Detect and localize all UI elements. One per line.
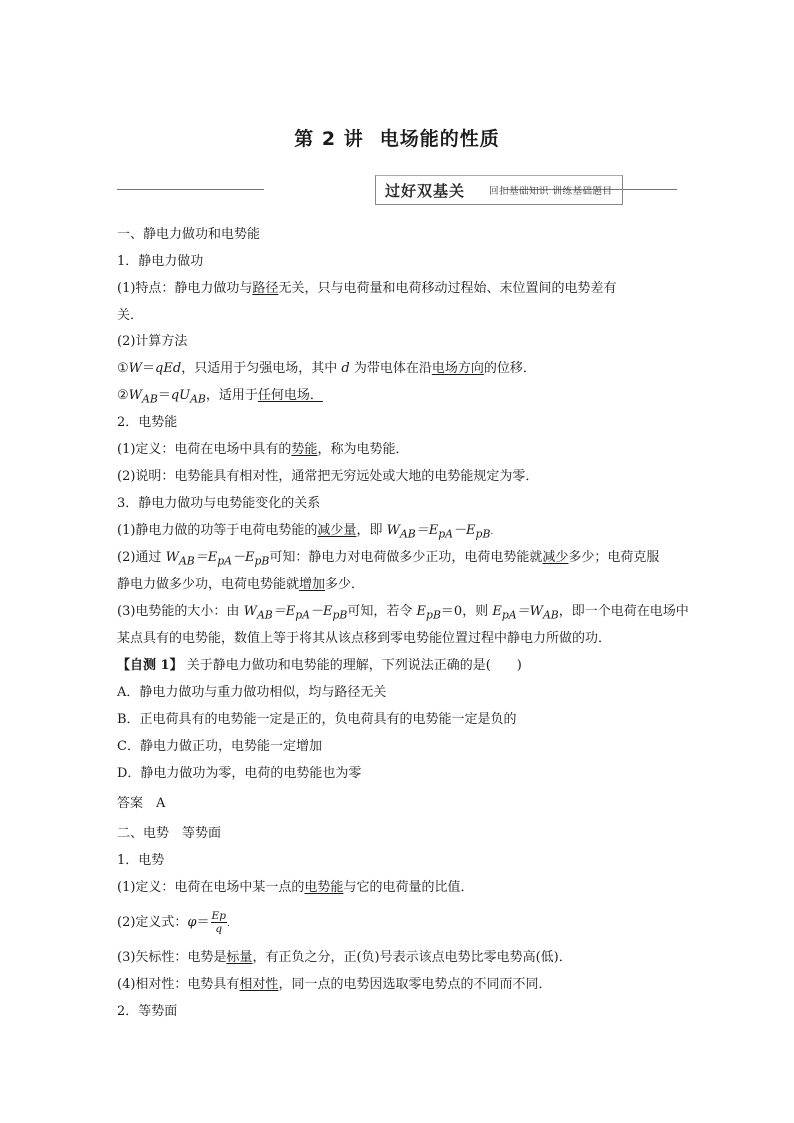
blank-answer: 相对性 bbox=[239, 977, 279, 992]
paragraph-work-feature: (1)特点：静电力做功与路径无关，只与电荷量和电荷移动过程始、末位置间的电势差有 bbox=[117, 281, 617, 296]
blank-answer: 路径 bbox=[252, 281, 279, 296]
paragraph-work-energy-2: (2)通过 $W_{AB}=E_{pA}-E_{pB}$可知：静电力对电荷做多少正功，电荷电势能就减少多少；电荷克服 bbox=[117, 550, 660, 568]
paragraph-potential-energy-note: (2)说明：电势能具有相对性，通常把无穷远处或大地的电势能规定为零． bbox=[117, 469, 539, 484]
item-3-heading: 3．静电力做功与电势能变化的关系 bbox=[117, 496, 321, 511]
banner-rule-left bbox=[117, 189, 264, 190]
paragraph-work-energy-3-cont: 某点具有的电势能，数值上等于将其从该点移到零电势能位置过程中静电力所做的功． bbox=[117, 631, 612, 646]
paragraph-potential-formula: (2)定义式：φ＝ $\frac{Ep}{q}$ . bbox=[117, 910, 230, 935]
blank-answer: 电势能 bbox=[304, 880, 344, 895]
item-equipotential-heading: 2．等势面 bbox=[117, 1004, 178, 1019]
paragraph-work-energy-3: (3)电势能的大小：由 $W_{AB}=E_{pA}-E_{pB}$可知，若令 $E_{pB}=0$，则 $E_{pA}=W_{AB}$，即一个电荷在电场中 bbox=[117, 604, 689, 622]
paragraph-potential-relative: (4)相对性：电势具有相对性，同一点的电势因选取零电势点的不同而不同． bbox=[117, 977, 552, 992]
banner-heading: 过好双基关 bbox=[385, 182, 466, 200]
formula-line-1: ①W＝qEd，只适用于匀强电场，其中 d 为带电体在沿电场方向的位移． bbox=[117, 361, 536, 376]
question-tag: 【自测 1】 bbox=[117, 658, 183, 673]
formula-line-2: $②W_{AB}=qU_{AB}$，适用于任何电场． bbox=[117, 388, 323, 406]
page-title bbox=[0, 124, 794, 151]
paragraph-calc-method: (2)计算方法 bbox=[117, 334, 188, 349]
blank-answer: 增加 bbox=[299, 577, 326, 592]
blank-answer: 势能 bbox=[291, 442, 318, 457]
paragraph-potential-scalar: (3)矢标性：电势是标量，有正负之分，正(负)号表示该点电势比零电势高(低)． bbox=[117, 950, 572, 965]
section-1-heading: 一、静电力做功和电势能 bbox=[117, 227, 261, 242]
item-2-heading: 2．电势能 bbox=[117, 415, 178, 430]
section-banner bbox=[117, 170, 677, 210]
lecture-number: 第 2 讲 bbox=[294, 128, 364, 150]
paragraph-work-feature-cont: 关． bbox=[117, 308, 144, 323]
option-c: C．静电力做正功，电势能一定增加 bbox=[117, 739, 322, 754]
option-a: A．静电力做功与重力做功相似，均与路径无关 bbox=[117, 685, 387, 700]
blank-answer: 减少 bbox=[542, 550, 569, 565]
blank-answer: 任何电场． bbox=[257, 388, 323, 403]
option-b: B．正电荷具有的电势能一定是正的，负电荷具有的电势能一定是负的 bbox=[117, 712, 517, 727]
item-1-heading: 1．静电力做功 bbox=[117, 254, 204, 269]
paragraph-work-energy-2-cont: 静电力做多少功，电荷电势能就增加多少． bbox=[117, 577, 365, 592]
blank-answer: 减少量 bbox=[317, 523, 357, 538]
section-2-heading: 二、电势 等势面 bbox=[117, 826, 222, 841]
paragraph-potential-def: (1)定义：电荷在电场中某一点的电势能与它的电荷量的比值． bbox=[117, 880, 474, 895]
paragraph-work-energy-1: (1)静电力做的功等于电荷电势能的减少量，即 $W_{AB}=E_{pA}-E_{pB}$. bbox=[117, 523, 494, 541]
answer-line: 答案 A bbox=[117, 796, 166, 811]
blank-answer: 电场方向 bbox=[431, 361, 484, 376]
blank-answer: 标量 bbox=[226, 950, 253, 965]
option-d: D．静电力做功为零，电荷的电势能也为零 bbox=[117, 766, 362, 781]
question-stem: 【自测 1】 关于静电力做功和电势能的理解，下列说法正确的是( ) bbox=[117, 658, 522, 673]
paragraph-potential-energy-def: (1)定义：电荷在电场中具有的势能，称为电势能． bbox=[117, 442, 409, 457]
banner-subtitle: 回扣基础知识 训练基础题目 bbox=[489, 186, 613, 197]
lecture-topic: 电场能的性质 bbox=[379, 128, 500, 150]
fraction: $\frac{Ep}{q}$ bbox=[211, 910, 226, 935]
item-potential-heading: 1．电势 bbox=[117, 853, 165, 868]
